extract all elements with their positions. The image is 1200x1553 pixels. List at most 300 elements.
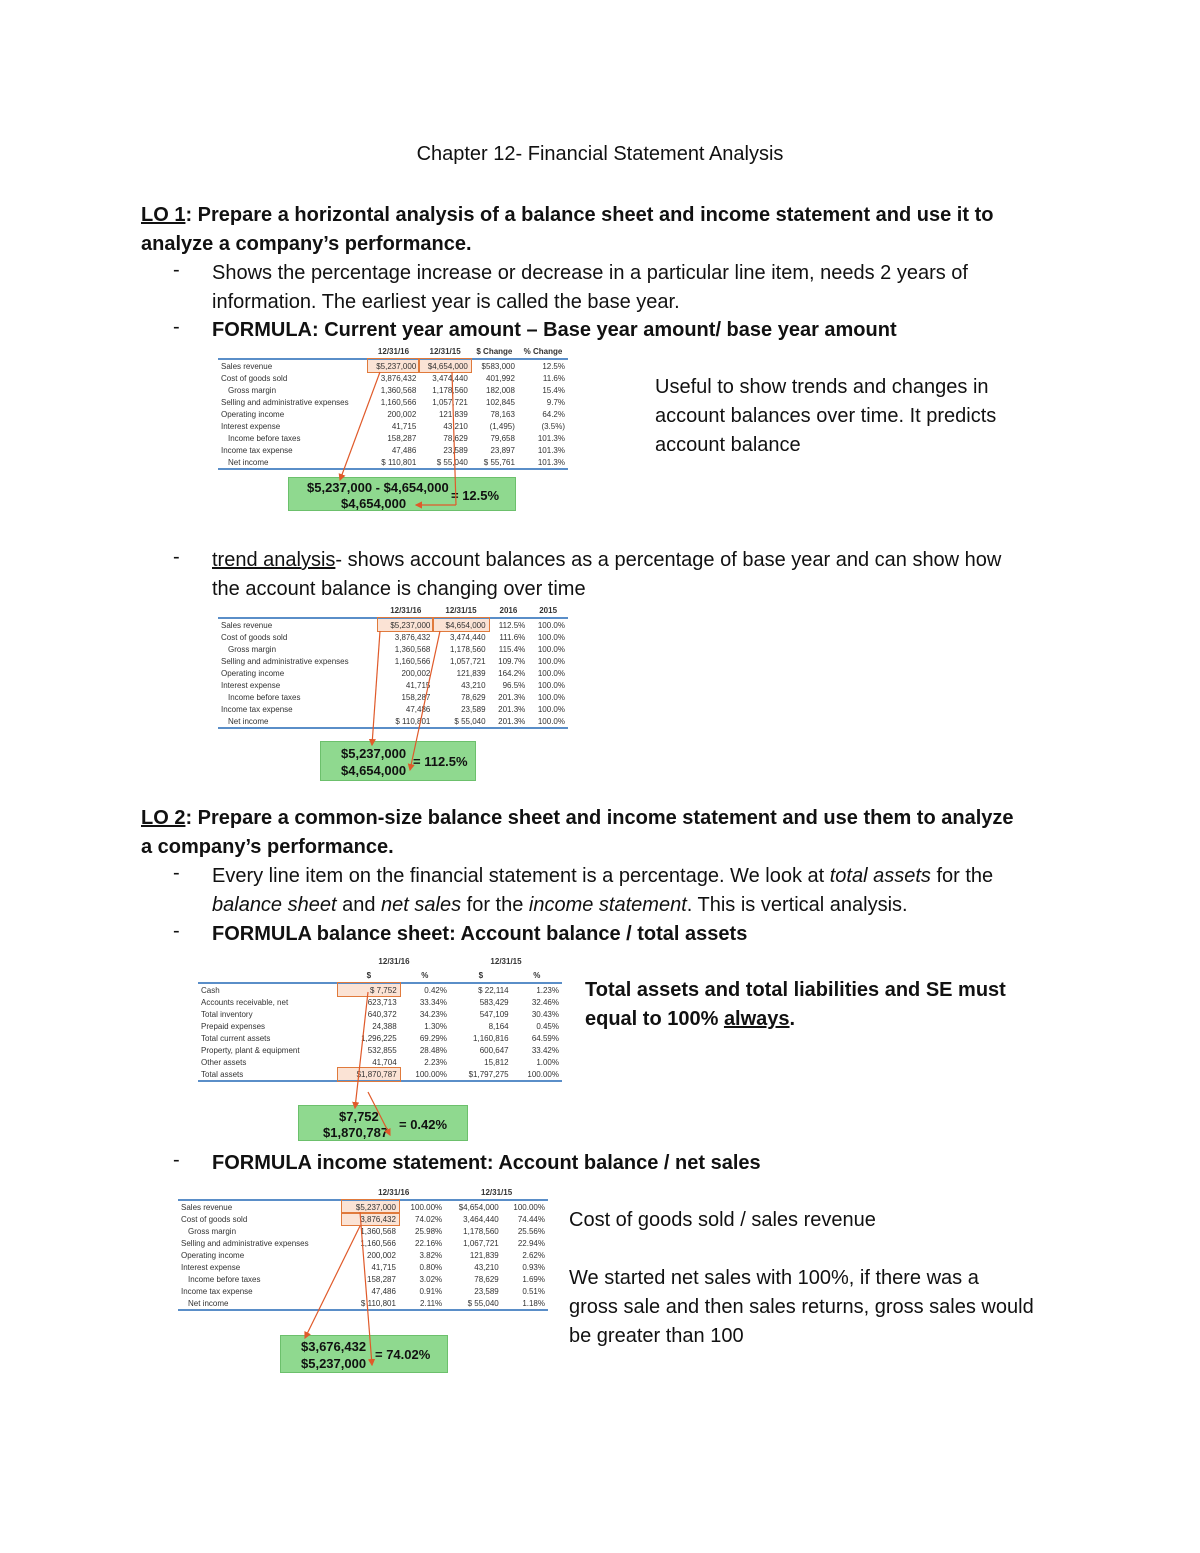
row-label: Cost of goods sold — [221, 373, 288, 383]
cell-value: 1,296,225 — [361, 1033, 397, 1043]
cell-value: 182,008 — [486, 385, 515, 395]
table-row — [218, 359, 568, 372]
cell-value: 640,372 — [367, 1009, 397, 1019]
cell-value: 115.4% — [498, 644, 526, 654]
cell-value: 1,160,816 — [473, 1033, 509, 1043]
cell-value: 41,715 — [391, 421, 417, 431]
cell-value: 41,704 — [372, 1057, 397, 1067]
lo2-heading — [141, 804, 1014, 862]
trend-formula-box — [320, 741, 476, 781]
cell-value: 547,109 — [479, 1009, 509, 1019]
row-label: Interest expense — [221, 680, 281, 690]
common-size-balance-sheet-table — [198, 954, 562, 1082]
cell-value: 96.5% — [502, 680, 526, 690]
cell-value: 3,876,432 — [394, 632, 431, 642]
cell-value: 1,067,721 — [463, 1238, 499, 1248]
cell-value: 15,812 — [484, 1057, 509, 1067]
row-label: Total assets — [201, 1069, 244, 1079]
cell-value: 22.16% — [415, 1238, 443, 1248]
cell-value: 1,160,566 — [380, 397, 417, 407]
bullet-dash: - — [173, 1149, 180, 1171]
table-header-row — [218, 344, 568, 359]
lo2-heading-line2: a company’s performance. — [141, 836, 394, 858]
row-label: Selling and administrative expenses — [221, 656, 349, 666]
trend-bullet-line2: the account balance is changing over time — [212, 578, 586, 600]
formula-denominator: $4,654,000 — [341, 763, 407, 778]
table-row — [178, 1261, 548, 1273]
cell-value: 1,360,568 — [360, 1226, 396, 1236]
cell-value: 100.0% — [537, 716, 565, 726]
cell-value: 532,855 — [367, 1045, 397, 1055]
row-label: Net income — [228, 457, 269, 467]
lo2-formula-balance-sheet: FORMULA balance sheet: Account balance / total assets — [212, 923, 748, 945]
cell-value: 69.29% — [419, 1033, 447, 1043]
column-header: 12/31/16 — [377, 346, 410, 356]
formula-result: = 0.42% — [399, 1117, 448, 1132]
column-header: % Change — [523, 346, 563, 356]
cell-value: 24,388 — [372, 1021, 397, 1031]
row-label: Sales revenue — [221, 620, 273, 630]
column-subheader: % — [421, 970, 429, 980]
cell-value: $4,654,000 — [419, 359, 471, 372]
text-segment: Every line item on the financial statement is a percentage. We look at — [212, 865, 830, 887]
cell-value: 25.56% — [517, 1226, 545, 1236]
cell-value: $ 110,801 — [381, 457, 417, 467]
common-size-income-statement-table — [178, 1185, 548, 1311]
table-row — [218, 655, 568, 667]
cell-value: 100.00% — [410, 1202, 443, 1212]
cell-value: 100.0% — [537, 656, 565, 666]
text-segment: . This is vertical analysis. — [686, 894, 908, 916]
table-row — [178, 1237, 548, 1249]
balance-sheet-term: balance sheet — [212, 894, 337, 916]
table-row — [218, 456, 568, 469]
cell-value: $4,654,000 — [458, 1202, 499, 1212]
table-row — [178, 1249, 548, 1261]
row-label: Operating income — [221, 668, 285, 678]
table-row — [178, 1273, 548, 1285]
cell-value: 201.3% — [498, 692, 526, 702]
table-row — [218, 432, 568, 444]
row-label: Income before taxes — [228, 433, 301, 443]
cell-value: 64.2% — [542, 409, 565, 419]
row-label: Cost of goods sold — [181, 1214, 248, 1224]
lo2-heading-line1: : Prepare a common-size balance sheet and income statement and use them to analyze — [185, 807, 1014, 829]
column-header: 12/31/15 — [481, 1187, 513, 1197]
cell-value: $ 110,801 — [395, 716, 431, 726]
cell-value: 9.7% — [546, 397, 565, 407]
cell-value: 0.42% — [424, 985, 447, 995]
cell-value: 100.0% — [537, 644, 565, 654]
column-header: 2016 — [499, 605, 518, 615]
lo1-note-line1: Useful to show trends and changes in — [655, 376, 989, 398]
cell-value: 78,629 — [443, 433, 468, 443]
cell-value: 2.62% — [522, 1250, 545, 1260]
row-label: Cash — [201, 985, 220, 995]
column-header: 12/31/15 — [429, 346, 461, 356]
lo1-bullet1-line2: information. The earliest year is called the base year. — [212, 291, 680, 313]
row-label: Income tax expense — [181, 1286, 253, 1296]
cell-value: 15.4% — [542, 385, 565, 395]
cell-value: 78,629 — [461, 692, 486, 702]
text-segment: and — [336, 894, 382, 916]
bullet-dash: - — [173, 546, 180, 568]
table-row — [198, 1068, 562, 1081]
cell-value: 12.5% — [542, 361, 565, 371]
always-term: always — [723, 1008, 790, 1030]
table-body — [218, 618, 568, 728]
bullet-dash: - — [173, 862, 180, 884]
cell-value: 1,057,721 — [449, 656, 486, 666]
cell-value: 200,002 — [401, 668, 431, 678]
cell-value: 64.59% — [531, 1033, 559, 1043]
column-header — [198, 954, 338, 968]
table-row — [178, 1213, 548, 1225]
table-row — [198, 1056, 562, 1068]
cell-value: 78,629 — [474, 1274, 499, 1284]
cell-value: 74.02% — [415, 1214, 443, 1224]
lo1-label: LO 1 — [141, 204, 186, 226]
table-row — [198, 983, 562, 996]
cell-value: (1,495) — [489, 421, 515, 431]
table-row — [218, 384, 568, 396]
column-subheader: $ — [478, 970, 484, 980]
table-row — [218, 679, 568, 691]
formula-numerator: $7,752 — [339, 1109, 379, 1124]
table-row — [218, 715, 568, 728]
column-header — [178, 1185, 342, 1200]
cell-value: 23,589 — [443, 445, 468, 455]
lo1-note-line2: account balances over time. It predicts — [655, 405, 997, 427]
cell-value: 2.11% — [420, 1298, 443, 1308]
cell-value: 3,876,432 — [342, 1213, 399, 1225]
lo2-bullet1 — [212, 862, 993, 920]
lo1-trend-bullet — [212, 546, 1001, 604]
cell-value: 1,160,566 — [360, 1238, 396, 1248]
cell-value: 623,713 — [367, 997, 397, 1007]
table-row — [218, 631, 568, 643]
row-label: Income tax expense — [221, 445, 293, 455]
income-statement-formula-box — [280, 1335, 448, 1373]
cell-value: 1,160,566 — [394, 656, 431, 666]
cell-value: 8,164 — [488, 1021, 509, 1031]
formula-result: = 12.5% — [451, 488, 500, 503]
row-label: Sales revenue — [181, 1202, 233, 1212]
column-subheader: % — [533, 970, 541, 980]
cell-value: 600,647 — [479, 1045, 509, 1055]
row-label: Net income — [228, 716, 269, 726]
cell-value: 25.98% — [415, 1226, 443, 1236]
cell-value: 11.6% — [542, 373, 565, 383]
cell-value: 2.23% — [424, 1057, 447, 1067]
trend-analysis-term: trend analysis — [212, 549, 336, 571]
cell-value: 100.00% — [513, 1202, 545, 1212]
cell-value: $4,654,000 — [433, 618, 488, 631]
formula-numerator: $5,237,000 — [341, 746, 407, 761]
cell-value: 109.7% — [498, 656, 526, 666]
cell-value: 102,845 — [486, 397, 515, 407]
lo1-heading-line2: analyze a company’s performance. — [141, 233, 472, 255]
cell-value: $583,000 — [481, 361, 515, 371]
cell-value: 79,658 — [490, 433, 515, 443]
balance-sheet-formula-box — [298, 1105, 468, 1141]
cell-value: 23,589 — [461, 704, 486, 714]
cell-value: 33.34% — [419, 997, 447, 1007]
row-label: Income tax expense — [221, 704, 293, 714]
table-row — [218, 667, 568, 679]
row-label: Other assets — [201, 1057, 247, 1067]
cell-value: $1,797,275 — [468, 1069, 509, 1079]
text-segment: for the — [930, 865, 994, 887]
cell-value: 78,163 — [490, 409, 515, 419]
cell-value: 34.23% — [419, 1009, 447, 1019]
cell-value: 1,178,560 — [449, 644, 486, 654]
cell-value: 100.00% — [415, 1069, 447, 1079]
cell-value: 3.82% — [419, 1250, 443, 1260]
cell-value: 1.00% — [536, 1057, 559, 1067]
table-row — [218, 420, 568, 432]
cell-value: 23,897 — [490, 445, 515, 455]
formula-denominator: $1,870,787 — [323, 1125, 389, 1140]
lo1-bullet1-line1: Shows the percentage increase or decrease in a particular line item, needs 2 years of — [212, 262, 968, 284]
row-label: Accounts receivable, net — [201, 997, 289, 1007]
trend-bullet-rest: - shows account balances as a percentage of base year and can show how — [335, 549, 1002, 571]
formula-result: = 74.02% — [375, 1347, 431, 1362]
row-label: Total current assets — [201, 1033, 271, 1043]
cell-value: $ 7,752 — [338, 983, 400, 996]
table-row — [178, 1297, 548, 1310]
cell-value: 1.23% — [536, 985, 559, 995]
cell-value: 158,287 — [387, 433, 417, 443]
table-row — [218, 396, 568, 408]
table-row — [198, 1032, 562, 1044]
cell-value: 3,474,440 — [449, 632, 486, 642]
cell-value: 164.2% — [498, 668, 526, 678]
cell-value: 1,178,560 — [432, 385, 468, 395]
cell-value: 1,360,568 — [380, 385, 417, 395]
cell-value: 401,992 — [486, 373, 515, 383]
formula-denominator: $5,237,000 — [301, 1356, 367, 1371]
cell-value: 100.0% — [537, 620, 565, 630]
cell-value: 3,464,440 — [463, 1214, 499, 1224]
is-note-line3: gross sale and then sales returns, gross sales would — [569, 1296, 1034, 1318]
cell-value: 0.91% — [419, 1286, 443, 1296]
column-header: 12/31/15 — [445, 605, 477, 615]
cell-value: 1.30% — [424, 1021, 447, 1031]
column-header: 12/31/16 — [390, 605, 422, 615]
income-statement-note-1: Cost of goods sold / sales revenue — [569, 1209, 876, 1231]
net-sales-term: net sales — [381, 894, 462, 916]
row-label: Total inventory — [201, 1009, 253, 1019]
column-header: 12/31/15 — [490, 956, 522, 966]
lo2-formula-income-statement: FORMULA income statement: Account balance / net sales — [212, 1152, 761, 1174]
lo2-label: LO 2 — [141, 807, 186, 829]
cell-value: $ 55,040 — [436, 457, 468, 467]
row-label: Operating income — [181, 1250, 245, 1260]
trend-analysis-table — [218, 603, 568, 729]
cell-value: $1,870,787 — [338, 1068, 400, 1081]
table-row — [198, 1008, 562, 1020]
cell-value: 41,715 — [371, 1262, 396, 1272]
cell-value: $ 55,040 — [467, 1298, 499, 1308]
table-body — [198, 983, 562, 1081]
cell-value: 121,839 — [456, 668, 486, 678]
cell-value: 101.3% — [537, 433, 565, 443]
cell-value: 101.3% — [537, 445, 565, 455]
table-row — [218, 618, 568, 631]
cell-value: 28.48% — [419, 1045, 447, 1055]
column-subheader — [198, 968, 338, 983]
cell-value: 121,839 — [438, 409, 468, 419]
cell-value: 100.0% — [537, 704, 565, 714]
formula-result: = 112.5% — [413, 754, 468, 769]
formula-numerator: $5,237,000 - $4,654,000 — [307, 480, 449, 495]
cell-value: 0.45% — [536, 1021, 559, 1031]
lo1-heading — [141, 201, 993, 259]
cell-value: 583,429 — [479, 997, 509, 1007]
row-label: Selling and administrative expenses — [221, 397, 349, 407]
cell-value: 3,876,432 — [380, 373, 417, 383]
income-statement-term: income statement — [528, 894, 687, 916]
is-note-line4: be greater than 100 — [569, 1325, 744, 1347]
cell-value: $ 110,801 — [360, 1298, 396, 1308]
cell-value: $ 55,040 — [454, 716, 486, 726]
page-title: Chapter 12- Financial Statement Analysis — [416, 143, 784, 165]
cell-value: 0.93% — [522, 1262, 545, 1272]
cell-value: $ 55,761 — [483, 457, 515, 467]
column-header: 12/31/16 — [378, 956, 410, 966]
table-row — [218, 372, 568, 384]
table-row — [198, 1044, 562, 1056]
horizontal-formula-box — [288, 477, 516, 511]
row-label: Income before taxes — [188, 1274, 261, 1284]
lo1-bullet1 — [212, 259, 968, 317]
cell-value: $5,237,000 — [342, 1200, 399, 1213]
bullet-dash: - — [173, 316, 180, 338]
bullet-dash: - — [173, 259, 180, 281]
cell-value: 100.00% — [527, 1069, 559, 1079]
text-segment: for the — [461, 894, 529, 916]
column-subheader: $ — [366, 970, 372, 980]
row-label: Property, plant & equipment — [201, 1045, 300, 1055]
table-row — [218, 703, 568, 715]
row-label: Income before taxes — [228, 692, 301, 702]
row-label: Net income — [188, 1298, 229, 1308]
cell-value: 3.02% — [419, 1274, 443, 1284]
lo1-heading-line1: : Prepare a horizontal analysis of a balance sheet and income statement and use it to — [185, 204, 994, 226]
column-header: 2015 — [539, 605, 558, 615]
cell-value: 100.0% — [537, 680, 565, 690]
row-label: Interest expense — [221, 421, 281, 431]
row-label: Interest expense — [181, 1262, 241, 1272]
is-note-line2: We started net sales with 100%, if there was a — [569, 1267, 979, 1289]
formula-denominator: $4,654,000 — [341, 496, 407, 511]
cell-value: 200,002 — [387, 409, 417, 419]
table-row — [178, 1225, 548, 1237]
row-label: Cost of goods sold — [221, 632, 288, 642]
table-row — [218, 444, 568, 456]
bs-note-line1: Total assets and total liabilities and SE must — [585, 979, 1006, 1001]
cell-value: 201.3% — [498, 716, 526, 726]
cell-value: 100.0% — [537, 668, 565, 678]
cell-value: 3,474,440 — [432, 373, 468, 383]
cell-value: 201.3% — [498, 704, 526, 714]
cell-value: 1.69% — [522, 1274, 545, 1284]
cell-value: $5,237,000 — [368, 359, 420, 372]
table-body — [178, 1200, 548, 1310]
cell-value: 101.3% — [537, 457, 565, 467]
table-row — [218, 408, 568, 420]
lo1-formula: FORMULA: Current year amount – Base year amount/ base year amount — [212, 319, 897, 341]
cell-value: 74.44% — [517, 1214, 545, 1224]
table-header-row — [218, 603, 568, 618]
cell-value: 121,839 — [469, 1250, 499, 1260]
lo1-note-line3: account balance — [655, 434, 801, 456]
lo1-note — [655, 373, 996, 460]
table-row — [178, 1285, 548, 1297]
cell-value: 112.5% — [498, 620, 526, 630]
cell-value: 30.43% — [531, 1009, 559, 1019]
cell-value: 158,287 — [401, 692, 431, 702]
bs-note-line2: equal to 100% — [585, 1008, 724, 1030]
row-label: Gross margin — [188, 1226, 237, 1236]
horizontal-analysis-table — [218, 344, 568, 470]
cell-value: 200,002 — [367, 1250, 396, 1260]
row-label: Operating income — [221, 409, 285, 419]
cell-value: 43,210 — [474, 1262, 499, 1272]
total-assets-term: total assets — [829, 865, 931, 887]
table-row — [178, 1200, 548, 1213]
row-label: Sales revenue — [221, 361, 273, 371]
income-statement-note-2 — [569, 1264, 1034, 1351]
cell-value: 158,287 — [367, 1274, 396, 1284]
table-header-row — [178, 1185, 548, 1200]
table-row — [218, 691, 568, 703]
cell-value: 32.46% — [531, 997, 559, 1007]
text-segment: . — [789, 1008, 796, 1030]
row-label: Gross margin — [228, 644, 277, 654]
bullet-dash: - — [173, 920, 180, 942]
cell-value: 47,486 — [405, 704, 431, 714]
table-body — [218, 359, 568, 469]
cell-value: $5,237,000 — [378, 618, 433, 631]
cell-value: $ 22,114 — [478, 985, 509, 995]
cell-value: 1,057,721 — [432, 397, 468, 407]
table-header-row — [198, 954, 562, 968]
cell-value: 100.0% — [537, 692, 565, 702]
cell-value: 41,715 — [405, 680, 431, 690]
cell-value: 43,210 — [461, 680, 486, 690]
balance-sheet-note — [585, 976, 1006, 1034]
table-row — [218, 643, 568, 655]
table-row — [198, 1020, 562, 1032]
column-header — [218, 603, 378, 618]
table-subheader-row — [198, 968, 562, 983]
column-header — [218, 344, 368, 359]
cell-value: (3.5%) — [541, 421, 565, 431]
cell-value: 33.42% — [531, 1045, 559, 1055]
cell-value: 1.18% — [522, 1298, 545, 1308]
column-header: 12/31/16 — [378, 1187, 410, 1197]
cell-value: 0.51% — [522, 1286, 545, 1296]
cell-value: 0.80% — [419, 1262, 443, 1272]
cell-value: 1,178,560 — [463, 1226, 499, 1236]
table-row — [198, 996, 562, 1008]
row-label: Selling and administrative expenses — [181, 1238, 309, 1248]
cell-value: 22.94% — [517, 1238, 545, 1248]
cell-value: 43,210 — [443, 421, 468, 431]
cell-value: 1,360,568 — [394, 644, 431, 654]
